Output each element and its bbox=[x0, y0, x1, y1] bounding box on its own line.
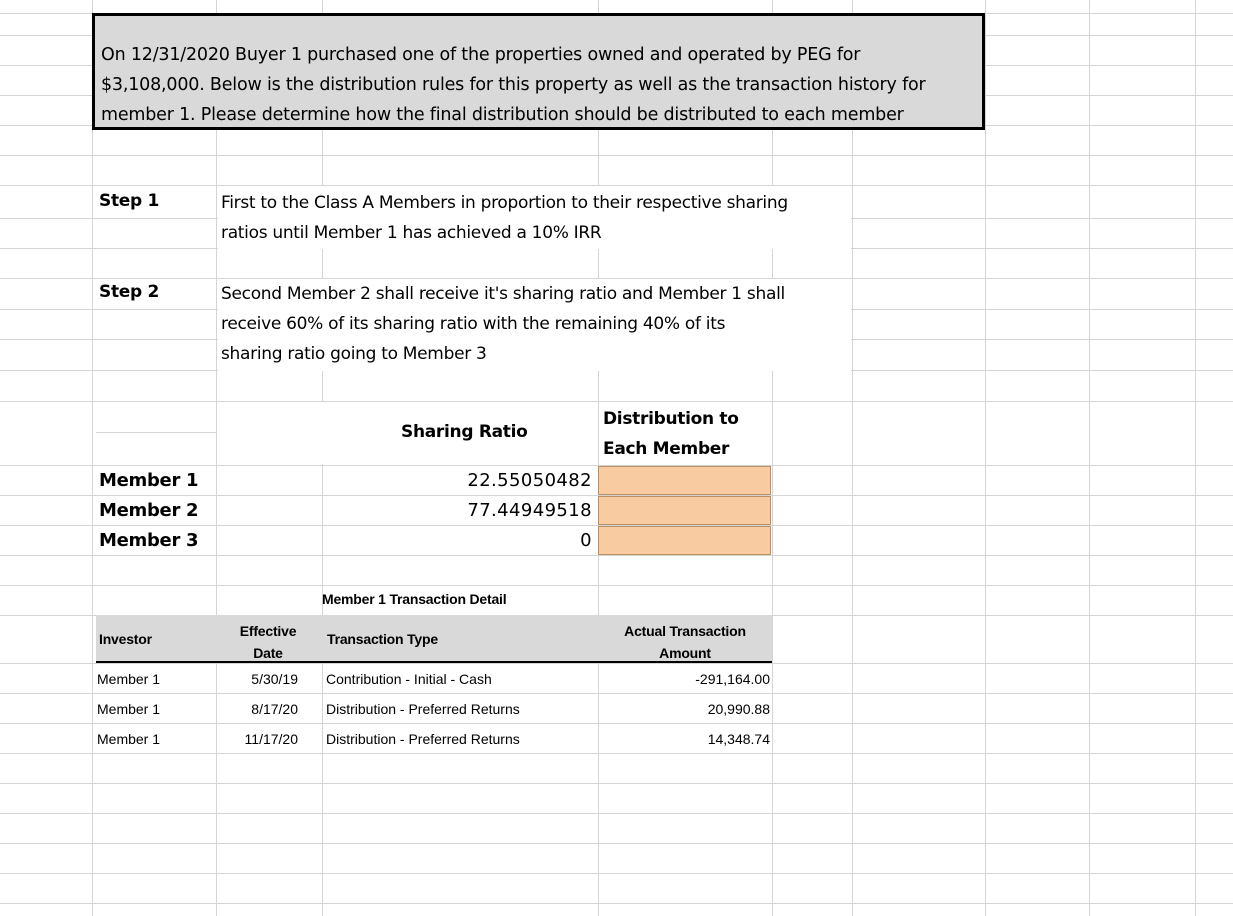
sharing-ratio-header[interactable]: Sharing Ratio bbox=[401, 422, 528, 442]
step-1-label[interactable]: Step 1 bbox=[99, 191, 160, 211]
table-row-investor[interactable]: Member 1 bbox=[97, 701, 161, 717]
distribution-header-line: Each Member bbox=[603, 439, 730, 459]
member-1-label[interactable]: Member 1 bbox=[99, 470, 199, 491]
step-1-line: First to the Class A Members in proportion to their respective sharing bbox=[221, 193, 788, 213]
table-row-amount[interactable]: 20,990.88 bbox=[707, 701, 770, 717]
problem-statement-box bbox=[92, 13, 985, 130]
step-2-label[interactable]: Step 2 bbox=[99, 282, 160, 302]
table-row-amount[interactable]: 14,348.74 bbox=[707, 731, 770, 747]
effective-date-header-line: Effective bbox=[239, 623, 297, 639]
effective-date-header[interactable] bbox=[218, 620, 318, 664]
table-row-date[interactable]: 8/17/20 bbox=[251, 701, 298, 717]
step-1-description[interactable] bbox=[221, 188, 861, 248]
step-1-line: ratios until Member 1 has achieved a 10% IRR bbox=[221, 223, 602, 243]
table-row-date[interactable]: 11/17/20 bbox=[244, 731, 298, 747]
member-3-ratio[interactable]: 0 bbox=[580, 530, 592, 551]
actual-amount-header-line: Actual Transaction bbox=[624, 623, 746, 639]
investor-header[interactable]: Investor bbox=[99, 631, 152, 647]
table-row-amount[interactable]: -291,164.00 bbox=[695, 671, 770, 687]
transaction-type-header[interactable]: Transaction Type bbox=[327, 631, 438, 647]
member-2-ratio[interactable]: 77.44949518 bbox=[467, 500, 592, 521]
actual-amount-header[interactable] bbox=[598, 620, 772, 664]
transaction-detail-title[interactable]: Member 1 Transaction Detail bbox=[322, 591, 507, 607]
table-row-type[interactable]: Distribution - Preferred Returns bbox=[326, 731, 520, 747]
member-2-label[interactable]: Member 2 bbox=[99, 500, 199, 521]
step-2-line: receive 60% of its sharing ratio with the remaining 40% of its bbox=[221, 314, 726, 334]
member-2-distribution-input[interactable] bbox=[598, 496, 771, 525]
member-1-distribution-input[interactable] bbox=[598, 466, 771, 495]
distribution-header[interactable] bbox=[603, 404, 739, 464]
table-row-investor[interactable]: Member 1 bbox=[97, 731, 161, 747]
table-row-investor[interactable]: Member 1 bbox=[97, 671, 161, 687]
step-2-line: sharing ratio going to Member 3 bbox=[221, 344, 487, 364]
step-2-description[interactable] bbox=[221, 279, 861, 369]
problem-statement-line: On 12/31/2020 Buyer 1 purchased one of the properties owned and operated by PEG for bbox=[101, 45, 861, 65]
table-row-type[interactable]: Contribution - Initial - Cash bbox=[326, 671, 492, 687]
problem-statement-line: $3,108,000. Below is the distribution rules for this property as well as the transaction history for bbox=[101, 75, 926, 95]
member-3-label[interactable]: Member 3 bbox=[99, 530, 199, 551]
member-3-distribution-input[interactable] bbox=[598, 526, 771, 555]
problem-statement-line: member 1. Please determine how the final distribution should be distributed to each member bbox=[101, 105, 904, 125]
table-row-date[interactable]: 5/30/19 bbox=[251, 671, 298, 687]
actual-amount-header-line: Amount bbox=[659, 645, 711, 661]
effective-date-header-line: Date bbox=[253, 645, 283, 661]
step-2-line: Second Member 2 shall receive it's sharing ratio and Member 1 shall bbox=[221, 284, 785, 304]
problem-statement bbox=[101, 40, 981, 130]
table-row-type[interactable]: Distribution - Preferred Returns bbox=[326, 701, 520, 717]
member-1-ratio[interactable]: 22.55050482 bbox=[467, 470, 592, 491]
distribution-header-line: Distribution to bbox=[603, 409, 739, 429]
